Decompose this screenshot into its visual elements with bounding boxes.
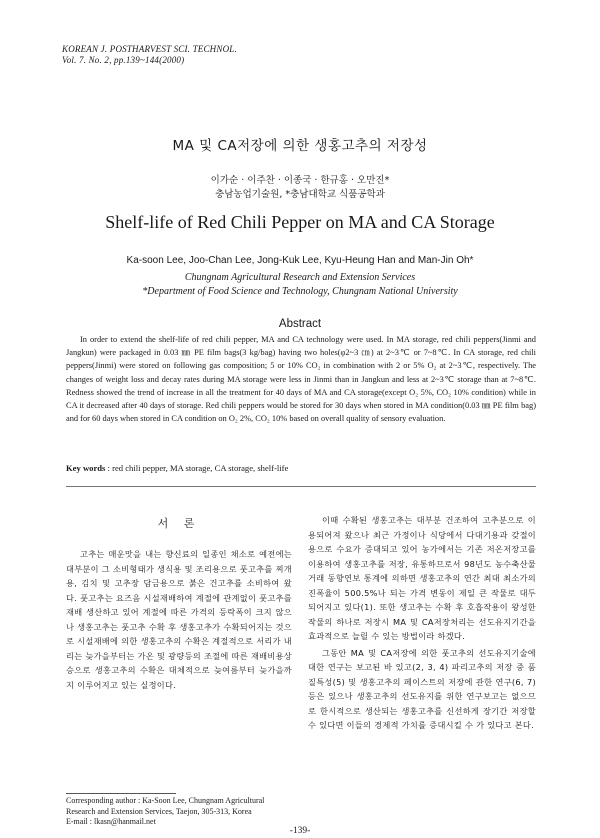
authors-english: Ka-soon Lee, Joo-Chan Lee, Jong-Kuk Lee, Kyu-Heung Han and Man-Jin Oh* bbox=[126, 255, 474, 266]
page-number: -139- bbox=[289, 826, 311, 836]
footnote bbox=[66, 796, 306, 828]
intro-paragraph-2: 이때 수확된 생홍고추는 대부분 건조하여 고추분으로 이용되어져 왔으나 최근 가정이나 식당에서 다대기용과 갖절이용으로 수요가 증대되고 있어 농가에서는 기존 저온저장고를 이용하여 생홍고추를 저장, 유통하므로서 98년도 농수축산물 거래 동향연보 통계에 의하면 생홍고추의 연간 최대 최소가의 진폭율이 500.5%나 되는 가격 변동이 제일 큰 작물로 대두되어지고 있다(1). 또한 생고추는 수확 후 호흡작용이 왕성한 작물의 하나로 저장시 MA 및 CA저장처리는 선도유지기간을 효과적으로 늘릴 수 있는 방법이라 하겠다. bbox=[308, 515, 536, 641]
abstract-heading: Abstract bbox=[278, 318, 322, 330]
footnote-line-2: Research and Extension Services, Taejon, 305-313, Korea bbox=[66, 806, 252, 816]
keywords-text: : red chili pepper, MA storage, CA storage, shelf-life bbox=[107, 463, 289, 473]
section-heading-introduction: 서 론 bbox=[157, 517, 201, 530]
journal-header bbox=[62, 44, 237, 66]
affiliation-english-2: *Department of Food Science and Technology, Chungnam National University bbox=[142, 286, 458, 297]
journal-volume: Vol. 7. No. 2, pp.139~144(2000) bbox=[62, 55, 185, 65]
title-korean: MA 및 CA저장에 의한 생홍고추의 저장성 bbox=[172, 138, 428, 154]
abstract-text: In order to extend the shelf-life of red chili pepper, MA and CA technology were used. In MA storage, red chili peppers(Jinmi and Jangkun) were packaged in 0.03 ㎜ PE film bags(3 kg/bag) having two holes(φ2~3 ㎝) at 2~3℃ or 7~8℃. In CA storage, red chili peppers(Jinmi) were stored on following gas composition; 5 or 10% CO₂ in combination with 2 or 5% O₂ at 2~3℃, respectively. The changes of weight loss and decay rates during MA storage were less in Jinmi than in Jangkun and less at 2~3℃ storage than at 7~8℃. Redness showed the trend of increase in all the treatment for 40 days of MA and CA storage(except O₂ 5%, CO₂ 10% condition) while in CA it decreased after 40 days of storage. Red chili peppers would be stored for 30 days when stored in MA condition(0.03 ㎜ PE film bag) and for 60 days when stored in CA condition on O₂ 2%, CO₂ 10% based on overall quality of sensory evaluation. bbox=[66, 335, 536, 424]
journal-name: KOREAN J. POSTHARVEST SCI. TECHNOL. bbox=[62, 44, 237, 54]
intro-column-left bbox=[66, 547, 292, 692]
authors-korean: 이가순 · 이주찬 · 이종국 · 한규홍 · 오만진* bbox=[210, 175, 390, 186]
footnote-email: E-mail : lkasn@hanmail.net bbox=[66, 817, 156, 826]
affiliation-korean: 충남농업기술원, *충남대학교 식품공학과 bbox=[215, 189, 385, 200]
section-divider bbox=[66, 486, 536, 487]
affiliation-english-1: Chungnam Agricultural Research and Extension Services bbox=[184, 272, 416, 283]
intro-paragraph-3: 그동안 MA 및 CA저장에 의한 풋고추의 선도유지기술에 대한 연구는 보고된 바 있고(2, 3, 4) 파리고추의 저장 중 품질특성(5) 및 생홍고추의 페이스트의 저장에 관한 연구(6, 7)등은 있으나 생홍고추의 선도유지를 위한 연구보고는 없으므로 한시적으로 생산되는 생홍고추를 신선하게 장기간 저장할 수 있다면 이들의 경제적 가치를 증대시킬 수 가 있다고 본다. bbox=[308, 647, 536, 730]
intro-column-right bbox=[308, 513, 536, 733]
keywords-label: Key words bbox=[66, 463, 106, 473]
keywords bbox=[66, 463, 536, 473]
title-english: Shelf-life of Red Chili Pepper on MA and CA Storage bbox=[105, 212, 495, 232]
intro-paragraph-1: 고추는 매운맛을 내는 향신료의 일종인 채소로 예전에는 대부분이 그 소비형태가 생식용 및 조리용으로 풋고추를 찌개용, 김치 및 고추장 담금용으로 붉은 건고추를 소비하여 왔다. 풋고추는 요즈음 시설재배하여 계절에 관계없이 풋고추를 재배 생산하고 있어 계절에 따른 가격의 등락폭이 크지 않으나 생홍고추는 풋고추 수확 후 생홍고추가 수확되어지는 것으로 시설재배에 의한 생홍고추의 수확은 계절적으로 서리가 내리는 늦가을부터는 가온 및 광량등의 조절에 따른 재배비용상승으로 생홍고추의 수확은 대체적으로 늦여름부터 늦가을까지 이루어지고 있는 실정이다. bbox=[66, 549, 292, 690]
footnote-line-1: Corresponding author : Ka-Soon Lee, Chungnam Agricultural bbox=[66, 796, 265, 805]
footnote-divider bbox=[66, 793, 176, 794]
